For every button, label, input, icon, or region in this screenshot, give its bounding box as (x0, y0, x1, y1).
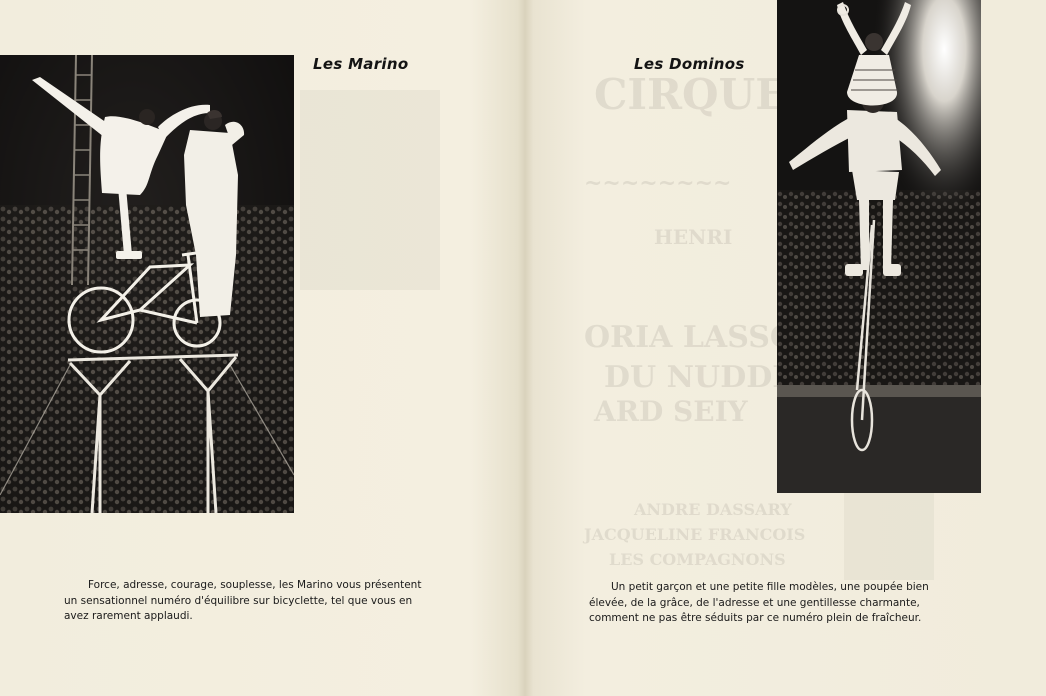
bleed-through-block (300, 90, 440, 290)
dominos-caption-line: élevée, de la grâce, de l'adresse et une gentillesse charmante, (589, 596, 920, 609)
bleed-through-text: ARD SEIY (594, 395, 748, 428)
marino-title: Les Marino (313, 55, 409, 73)
bleed-through-text: JACQUELINE FRANCOIS (584, 525, 806, 544)
bleed-through-text: CIRQUE (594, 70, 788, 119)
dominos-caption-line: comment ne pas être séduits par ce numéro plein de fraîcheur. (589, 612, 922, 624)
dominos-photo-illustration (777, 0, 981, 493)
dominos-photo (777, 0, 981, 493)
bleed-through-block (844, 490, 934, 580)
marino-caption-line: avez rarement applaudi. (64, 610, 193, 622)
dominos-title: Les Dominos (634, 55, 745, 73)
dominos-caption-line: Un petit garçon et une petite fille modèles, une poupée bien (611, 581, 929, 593)
bleed-through-text: HENRI (654, 225, 733, 249)
left-page (0, 0, 522, 696)
bleed-through-text: ANDRE DASSARY (634, 500, 792, 519)
dominos-caption (589, 580, 929, 627)
bleed-through-text: DU NUDDI (604, 360, 787, 395)
marino-caption (64, 578, 421, 625)
marino-caption-line: Force, adresse, courage, souplesse, les Marino vous présentent (88, 579, 422, 591)
bleed-through-text: ~~~~~~~~ (584, 170, 732, 196)
marino-photo (0, 55, 294, 513)
bleed-through-text: ORIA LASSO (584, 320, 796, 355)
right-page (524, 0, 1046, 696)
bleed-through-text: LES COMPAGNONS (609, 550, 786, 569)
marino-photo-illustration (0, 55, 294, 513)
marino-caption-line: un sensationnel numéro d'équilibre sur bicyclette, tel que vous en (64, 594, 413, 607)
